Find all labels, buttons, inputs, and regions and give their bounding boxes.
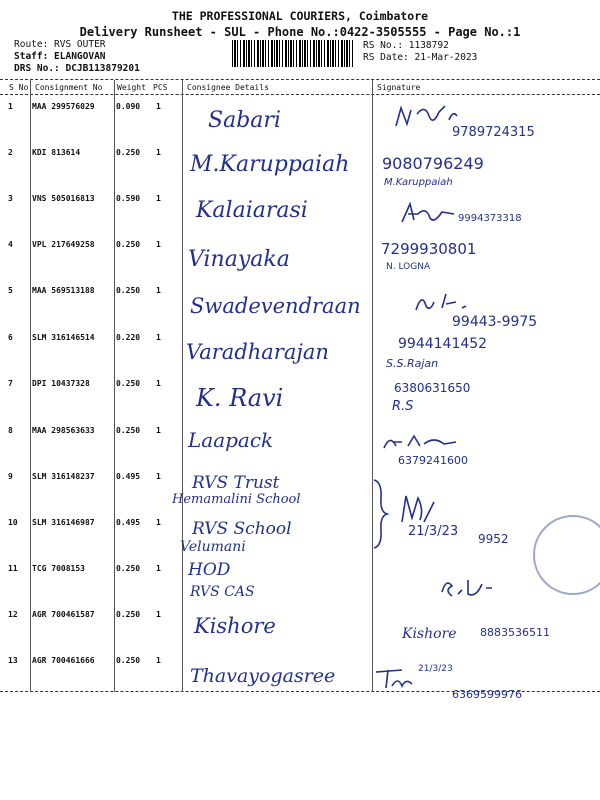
receiver-phone: 6380631650 <box>394 381 471 395</box>
table-row <box>0 379 600 425</box>
row-weight: 0.250 <box>116 564 141 573</box>
row-weight: 0.495 <box>116 518 141 527</box>
consignee-name-line2: Velumani <box>180 539 246 555</box>
row-sno: 4 <box>8 240 13 249</box>
receiver-phone: 6369599976 <box>452 688 522 701</box>
receiver-phone: 7299930801 <box>381 240 477 258</box>
receiver-phone: 9944141452 <box>398 336 488 352</box>
receiver-phone: 9080796249 <box>382 154 484 173</box>
row-sno: 2 <box>8 148 13 157</box>
receiver-phone: 9994373318 <box>458 213 522 224</box>
row-consignment: AGR 700461587 <box>32 610 95 619</box>
receiver-phone: 8883536511 <box>480 626 550 639</box>
row-weight: 0.220 <box>116 333 141 342</box>
consignee-name: Sabari <box>208 108 281 133</box>
row-sno: 6 <box>8 333 13 342</box>
barcode <box>232 40 355 67</box>
consignee-name: K. Ravi <box>196 384 284 412</box>
consignee-name: RVS School <box>192 519 292 539</box>
company-title: THE PROFESSIONAL COURIERS, Coimbatore <box>171 9 429 23</box>
signature-scribble <box>398 492 438 528</box>
row-consignment: KDI 813614 <box>32 148 81 157</box>
row-consignment: MAA 569513188 <box>32 286 95 295</box>
route-label: Route: RVS OUTER <box>14 39 106 50</box>
row-pcs: 1 <box>156 610 161 619</box>
row-weight: 0.250 <box>116 610 141 619</box>
runsheet-subtitle: Delivery Runsheet - SUL - Phone No.:0422-3505555 - Page No.:1 <box>79 25 521 39</box>
row-pcs: 1 <box>156 194 161 203</box>
table-row <box>0 426 600 472</box>
row-weight: 0.250 <box>116 426 141 435</box>
row-pcs: 1 <box>156 656 161 665</box>
consignee-name: Thavayogasree <box>190 665 336 687</box>
receiver-name: S.S.Rajan <box>386 357 439 370</box>
brace-mark <box>370 478 390 550</box>
receiver-name: M.Karuppaiah <box>384 177 453 188</box>
consignee-name: Varadharajan <box>186 340 329 364</box>
row-sno: 5 <box>8 286 13 295</box>
row-pcs: 1 <box>156 148 161 157</box>
row-weight: 0.090 <box>116 102 141 111</box>
row-consignment: MAA 299576029 <box>32 102 95 111</box>
consignee-name: RVS Trust <box>192 473 280 493</box>
header-consignee: Consignee Details <box>187 83 269 92</box>
row-consignment: TCG 7008153 <box>32 564 85 573</box>
row-weight: 0.250 <box>116 240 141 249</box>
row-pcs: 1 <box>156 102 161 111</box>
row-weight: 0.495 <box>116 472 141 481</box>
row-consignment: VNS 505016813 <box>32 194 95 203</box>
row-sno: 1 <box>8 102 13 111</box>
table-row <box>0 518 600 564</box>
consignee-name-line2: Hemamalini School <box>172 492 301 507</box>
header-weight: Weight <box>117 83 146 92</box>
consignee-name: HOD <box>188 560 231 580</box>
row-pcs: 1 <box>156 564 161 573</box>
header-consignment: Consignment No <box>35 83 103 92</box>
consignee-name: Vinayaka <box>188 247 290 272</box>
row-pcs: 1 <box>156 426 161 435</box>
consignee-name-line2: RVS CAS <box>190 584 255 600</box>
receiver-phone: 9952 <box>478 532 509 546</box>
staff-label: Staff: ELANGOVAN <box>14 51 106 62</box>
row-sno: 10 <box>8 518 18 527</box>
row-sno: 13 <box>8 656 18 665</box>
receiver-phone: 9789724315 <box>452 125 535 140</box>
receiver-phone: 99443-9975 <box>452 314 538 330</box>
row-sno: 9 <box>8 472 13 481</box>
row-weight: 0.250 <box>116 148 141 157</box>
row-pcs: 1 <box>156 518 161 527</box>
row-consignment: AGR 700461666 <box>32 656 95 665</box>
table-top-rule <box>0 79 600 80</box>
header-sno: S No <box>9 83 29 92</box>
row-weight: 0.250 <box>116 379 141 388</box>
table-row <box>0 240 600 286</box>
consignee-name: Swadevendraan <box>190 294 361 318</box>
table-header-rule <box>0 94 600 95</box>
row-weight: 0.250 <box>116 656 141 665</box>
signature-scribble <box>438 574 494 600</box>
receiver-name: Kishore <box>402 626 457 642</box>
row-pcs: 1 <box>156 333 161 342</box>
receiver-phone: 6379241600 <box>398 454 468 467</box>
signature-scribble <box>380 430 460 454</box>
row-consignment: SLM 316148237 <box>32 472 95 481</box>
receiver-name: N. LOGNA <box>386 262 431 272</box>
row-weight: 0.250 <box>116 286 141 295</box>
row-sno: 8 <box>8 426 13 435</box>
signature-scribble <box>412 290 472 316</box>
signature-scribble <box>398 200 458 228</box>
row-consignment: MAA 298563633 <box>32 426 95 435</box>
row-weight: 0.590 <box>116 194 141 203</box>
row-consignment: SLM 316146987 <box>32 518 95 527</box>
table-row <box>0 564 600 610</box>
row-sno: 3 <box>8 194 13 203</box>
rs-date: RS Date: 21-Mar-2023 <box>363 52 478 63</box>
receiver-name: R.S <box>392 399 414 414</box>
drs-number: DRS No.: DCJB113879201 <box>14 63 140 74</box>
row-sno: 11 <box>8 564 18 573</box>
consignee-name: M.Karuppaiah <box>190 152 350 177</box>
receiver-date: 21/3/23 <box>408 524 459 539</box>
consignee-name: Kishore <box>194 614 276 638</box>
row-consignment: SLM 316146514 <box>32 333 95 342</box>
row-consignment: DPI 10437328 <box>32 379 90 388</box>
signature-scribble <box>372 664 418 692</box>
rs-number: RS No.: 1138792 <box>363 40 449 51</box>
row-pcs: 1 <box>156 379 161 388</box>
row-sno: 12 <box>8 610 18 619</box>
row-pcs: 1 <box>156 240 161 249</box>
row-consignment: VPL 217649258 <box>32 240 95 249</box>
header-pcs: PCS <box>153 83 168 92</box>
header-signature: Signature <box>377 83 421 92</box>
row-pcs: 1 <box>156 286 161 295</box>
consignee-name: Laapack <box>188 428 274 452</box>
receiver-date: 21/3/23 <box>418 664 453 674</box>
row-sno: 7 <box>8 379 13 388</box>
consignee-name: Kalaiarasi <box>196 198 308 223</box>
row-pcs: 1 <box>156 472 161 481</box>
